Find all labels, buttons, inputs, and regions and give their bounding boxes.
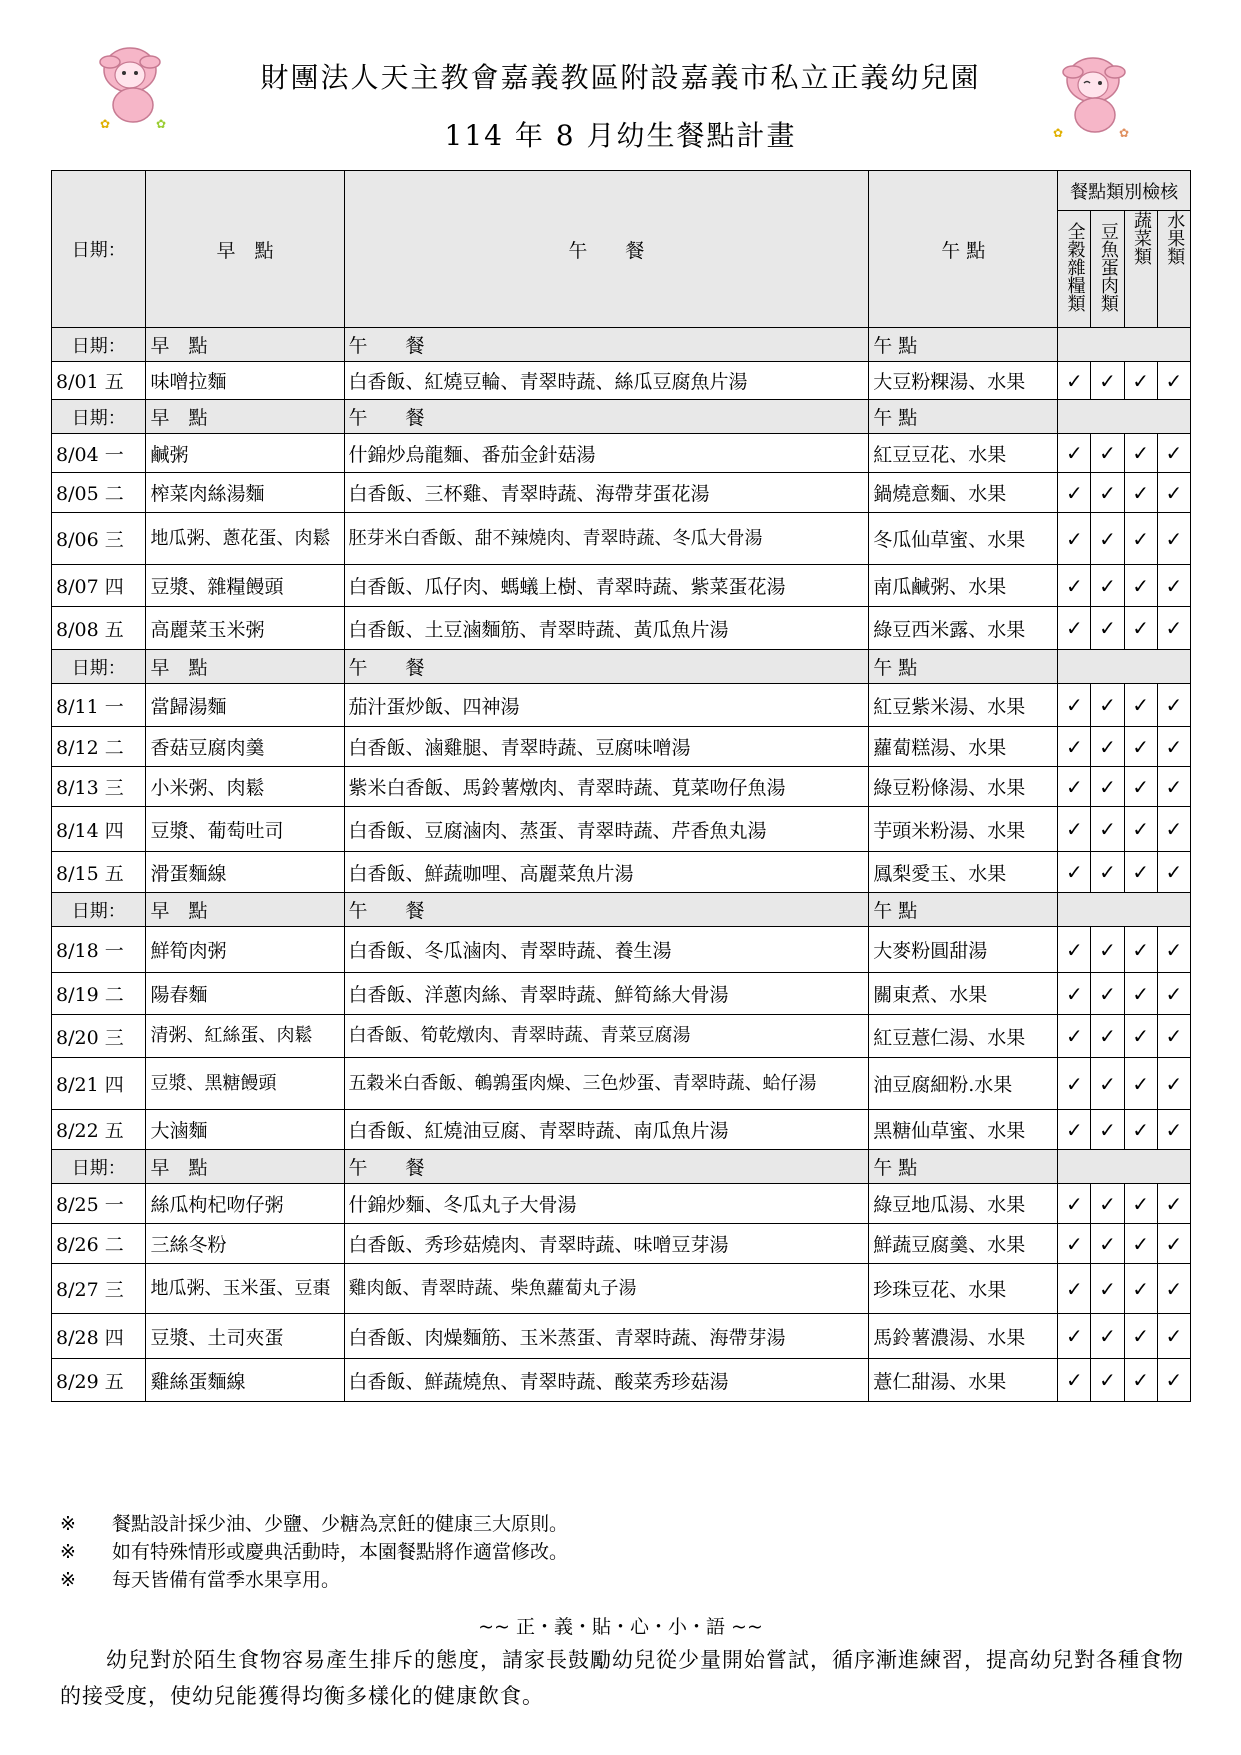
day-lunch: 白香飯、三杯雞、青翠時蔬、海帶芽蛋花湯	[344, 473, 869, 513]
day-lunch: 白香飯、鮮蔬咖哩、高麗菜魚片湯	[344, 852, 869, 893]
day-lunch: 白香飯、洋蔥肉絲、青翠時蔬、鮮筍絲大骨湯	[344, 973, 869, 1015]
day-breakfast: 地瓜粥、玉米蛋、豆棗	[146, 1264, 344, 1314]
check-mark-icon: ✓	[1157, 1224, 1190, 1264]
day-date: 8/20 三	[52, 1015, 146, 1058]
day-date: 8/15 五	[52, 852, 146, 893]
svg-text:✿: ✿	[100, 117, 111, 130]
check-mark-icon: ✓	[1058, 1314, 1091, 1359]
week-header-date: 日期：	[52, 400, 146, 434]
check-mark-icon: ✓	[1091, 927, 1124, 973]
meal-plan-table	[51, 170, 1191, 1402]
day-snack: 綠豆地瓜湯、水果	[869, 1184, 1058, 1224]
day-lunch: 白香飯、瓜仔肉、螞蟻上樹、青翠時蔬、紫菜蛋花湯	[344, 565, 869, 607]
check-mark-icon: ✓	[1157, 1314, 1190, 1359]
week-header-row	[52, 1150, 1191, 1184]
check-mark-icon: ✓	[1157, 1359, 1190, 1402]
check-mark-icon: ✓	[1058, 565, 1091, 607]
week-header-lunch: 午 餐	[344, 893, 869, 927]
table-row	[52, 565, 1191, 607]
day-date: 8/29 五	[52, 1359, 146, 1402]
day-snack: 綠豆西米露、水果	[869, 607, 1058, 650]
check-mark-icon: ✓	[1157, 727, 1190, 767]
check-mark-icon: ✓	[1091, 513, 1124, 565]
day-snack: 珍珠豆花、水果	[869, 1264, 1058, 1314]
week-header-lunch: 午 餐	[344, 1150, 869, 1184]
week-header-lunch: 午 餐	[344, 328, 869, 362]
day-date: 8/25 一	[52, 1184, 146, 1224]
table-row	[52, 807, 1191, 852]
week-header-snack: 午 點	[869, 400, 1058, 434]
check-mark-icon: ✓	[1058, 807, 1091, 852]
check-mark-icon: ✓	[1091, 565, 1124, 607]
day-lunch: 白香飯、滷雞腿、青翠時蔬、豆腐味噌湯	[344, 727, 869, 767]
category-fruit: 水果類	[1157, 211, 1190, 328]
day-date: 8/01 五	[52, 362, 146, 400]
check-mark-icon: ✓	[1124, 1314, 1157, 1359]
table-row	[52, 1184, 1191, 1224]
table-row	[52, 1314, 1191, 1359]
week-header-breakfast: 早 點	[146, 1150, 344, 1184]
week-header-date: 日期：	[52, 893, 146, 927]
school-name-title: 財團法人天主教會嘉義教區附設嘉義市私立正義幼兒園	[260, 61, 981, 94]
svg-text:✿: ✿	[1053, 126, 1064, 140]
check-mark-icon: ✓	[1157, 1264, 1190, 1314]
table-row	[52, 684, 1191, 727]
check-mark-icon: ✓	[1124, 727, 1157, 767]
check-mark-icon: ✓	[1157, 927, 1190, 973]
day-breakfast: 滑蛋麵線	[146, 852, 344, 893]
check-mark-icon: ✓	[1058, 767, 1091, 807]
day-breakfast: 味噌拉麵	[146, 362, 344, 400]
header-lunch: 午 餐	[344, 171, 869, 328]
week-header-check-blank	[1058, 328, 1191, 362]
day-date: 8/12 二	[52, 727, 146, 767]
week-header-breakfast: 早 點	[146, 893, 344, 927]
check-mark-icon: ✓	[1091, 1184, 1124, 1224]
week-header-lunch: 午 餐	[344, 650, 869, 684]
table-row	[52, 1264, 1191, 1314]
day-snack: 綠豆粉條湯、水果	[869, 767, 1058, 807]
day-breakfast: 鮮筍肉粥	[146, 927, 344, 973]
check-mark-icon: ✓	[1124, 927, 1157, 973]
header-snack: 午 點	[869, 171, 1058, 328]
check-mark-icon: ✓	[1058, 513, 1091, 565]
tips-title: ~~ 正・義・貼・心・小・語 ~~	[478, 1616, 763, 1638]
table-row	[52, 362, 1191, 400]
note-item: 如有特殊情形或慶典活動時，本園餐點將作適當修改。	[112, 1541, 569, 1563]
day-snack: 芋頭米粉湯、水果	[869, 807, 1058, 852]
check-mark-icon: ✓	[1091, 473, 1124, 513]
day-breakfast: 雞絲蛋麵線	[146, 1359, 344, 1402]
header-date: 日期：	[52, 171, 146, 328]
note-item: 每天皆備有當季水果享用。	[112, 1569, 341, 1591]
check-mark-icon: ✓	[1124, 807, 1157, 852]
check-mark-icon: ✓	[1157, 565, 1190, 607]
check-mark-icon: ✓	[1157, 1058, 1190, 1110]
table-row	[52, 1110, 1191, 1150]
table-row	[52, 1058, 1191, 1110]
header-breakfast: 早 點	[146, 171, 344, 328]
day-date: 8/22 五	[52, 1110, 146, 1150]
week-header-date: 日期：	[52, 650, 146, 684]
check-mark-icon: ✓	[1058, 473, 1091, 513]
table-row	[52, 434, 1191, 473]
check-mark-icon: ✓	[1091, 1359, 1124, 1402]
week-header-breakfast: 早 點	[146, 650, 344, 684]
day-snack: 蘿蔔糕湯、水果	[869, 727, 1058, 767]
day-snack: 黑糖仙草蜜、水果	[869, 1110, 1058, 1150]
week-header-row	[52, 650, 1191, 684]
check-mark-icon: ✓	[1124, 1015, 1157, 1058]
day-date: 8/21 四	[52, 1058, 146, 1110]
week-header-date: 日期：	[52, 1150, 146, 1184]
check-mark-icon: ✓	[1157, 513, 1190, 565]
day-snack: 鍋燒意麵、水果	[869, 473, 1058, 513]
check-mark-icon: ✓	[1091, 362, 1124, 400]
day-date: 8/14 四	[52, 807, 146, 852]
svg-text:✿: ✿	[156, 117, 167, 130]
check-mark-icon: ✓	[1058, 973, 1091, 1015]
note-mark: ※	[60, 1569, 76, 1591]
check-mark-icon: ✓	[1091, 973, 1124, 1015]
day-snack: 紅豆紫米湯、水果	[869, 684, 1058, 727]
week-header-snack: 午 點	[869, 1150, 1058, 1184]
check-mark-icon: ✓	[1124, 1359, 1157, 1402]
check-mark-icon: ✓	[1091, 1110, 1124, 1150]
note-mark: ※	[60, 1541, 76, 1563]
check-mark-icon: ✓	[1157, 362, 1190, 400]
day-lunch: 白香飯、筍乾燉肉、青翠時蔬、青菜豆腐湯	[344, 1015, 869, 1058]
notes-section	[60, 1510, 568, 1594]
check-mark-icon: ✓	[1091, 434, 1124, 473]
table-row	[52, 973, 1191, 1015]
check-mark-icon: ✓	[1091, 727, 1124, 767]
tips-text: 幼兒對於陌生食物容易產生排斥的態度，請家長鼓勵幼兒從少量開始嘗試，循序漸進練習，提高幼兒對各種食物的接受度，使幼兒能獲得均衡多樣化的健康飲食。	[60, 1648, 1184, 1708]
week-header-row	[52, 893, 1191, 927]
day-breakfast: 高麗菜玉米粥	[146, 607, 344, 650]
check-mark-icon: ✓	[1058, 362, 1091, 400]
week-header-snack: 午 點	[869, 893, 1058, 927]
note-item: 餐點設計採少油、少鹽、少糖為烹飪的健康三大原則。	[112, 1513, 569, 1535]
day-snack: 大豆粉粿湯、水果	[869, 362, 1058, 400]
day-breakfast: 香菇豆腐肉羹	[146, 727, 344, 767]
day-date: 8/13 三	[52, 767, 146, 807]
check-mark-icon: ✓	[1157, 434, 1190, 473]
day-lunch: 白香飯、肉燥麵筋、玉米蒸蛋、青翠時蔬、海帶芽湯	[344, 1314, 869, 1359]
day-lunch: 白香飯、紅燒油豆腐、青翠時蔬、南瓜魚片湯	[344, 1110, 869, 1150]
day-date: 8/04 一	[52, 434, 146, 473]
check-mark-icon: ✓	[1124, 1058, 1157, 1110]
table-row	[52, 1359, 1191, 1402]
day-breakfast: 當歸湯麵	[146, 684, 344, 727]
day-breakfast: 地瓜粥、蔥花蛋、肉鬆	[146, 513, 344, 565]
day-snack: 南瓜鹹粥、水果	[869, 565, 1058, 607]
check-mark-icon: ✓	[1058, 852, 1091, 893]
day-date: 8/19 二	[52, 973, 146, 1015]
check-mark-icon: ✓	[1157, 807, 1190, 852]
week-header-breakfast: 早 點	[146, 400, 344, 434]
check-mark-icon: ✓	[1157, 1184, 1190, 1224]
day-lunch: 白香飯、鮮蔬燒魚、青翠時蔬、酸菜秀珍菇湯	[344, 1359, 869, 1402]
day-date: 8/11 一	[52, 684, 146, 727]
day-date: 8/08 五	[52, 607, 146, 650]
check-mark-icon: ✓	[1058, 1058, 1091, 1110]
table-row	[52, 927, 1191, 973]
table-row	[52, 1015, 1191, 1058]
week-header-snack: 午 點	[869, 650, 1058, 684]
day-breakfast: 榨菜肉絲湯麵	[146, 473, 344, 513]
check-mark-icon: ✓	[1124, 684, 1157, 727]
week-header-row	[52, 328, 1191, 362]
check-mark-icon: ✓	[1124, 1110, 1157, 1150]
week-header-check-blank	[1058, 400, 1191, 434]
check-mark-icon: ✓	[1091, 1224, 1124, 1264]
check-mark-icon: ✓	[1058, 1224, 1091, 1264]
check-mark-icon: ✓	[1058, 1359, 1091, 1402]
table-row	[52, 607, 1191, 650]
day-date: 8/07 四	[52, 565, 146, 607]
check-mark-icon: ✓	[1091, 767, 1124, 807]
table-row	[52, 852, 1191, 893]
check-mark-icon: ✓	[1058, 1184, 1091, 1224]
category-vegetables: 蔬菜類	[1124, 211, 1157, 328]
day-breakfast: 豆漿、葡萄吐司	[146, 807, 344, 852]
check-mark-icon: ✓	[1124, 362, 1157, 400]
day-snack: 紅豆豆花、水果	[869, 434, 1058, 473]
day-lunch: 白香飯、紅燒豆輪、青翠時蔬、絲瓜豆腐魚片湯	[344, 362, 869, 400]
day-snack: 油豆腐細粉.水果	[869, 1058, 1058, 1110]
day-lunch: 五穀米白香飯、鵪鶉蛋肉燥、三色炒蛋、青翠時蔬、蛤仔湯	[344, 1058, 869, 1110]
week-header-date: 日期：	[52, 328, 146, 362]
day-snack: 關東煮、水果	[869, 973, 1058, 1015]
check-mark-icon: ✓	[1157, 607, 1190, 650]
day-snack: 馬鈴薯濃湯、水果	[869, 1314, 1058, 1359]
check-mark-icon: ✓	[1091, 684, 1124, 727]
check-mark-icon: ✓	[1157, 684, 1190, 727]
check-mark-icon: ✓	[1091, 807, 1124, 852]
check-mark-icon: ✓	[1058, 1110, 1091, 1150]
check-mark-icon: ✓	[1058, 434, 1091, 473]
day-date: 8/05 二	[52, 473, 146, 513]
check-mark-icon: ✓	[1124, 1264, 1157, 1314]
check-mark-icon: ✓	[1091, 607, 1124, 650]
day-breakfast: 鹹粥	[146, 434, 344, 473]
svg-text:✿: ✿	[1119, 126, 1130, 140]
day-lunch: 什錦炒烏龍麵、番茄金針菇湯	[344, 434, 869, 473]
day-breakfast: 小米粥、肉鬆	[146, 767, 344, 807]
check-mark-icon: ✓	[1058, 684, 1091, 727]
check-mark-icon: ✓	[1124, 473, 1157, 513]
check-mark-icon: ✓	[1124, 767, 1157, 807]
category-protein: 豆魚蛋肉類	[1091, 211, 1124, 328]
day-lunch: 白香飯、土豆滷麵筋、青翠時蔬、黃瓜魚片湯	[344, 607, 869, 650]
check-mark-icon: ✓	[1058, 727, 1091, 767]
week-header-row	[52, 400, 1191, 434]
day-date: 8/27 三	[52, 1264, 146, 1314]
table-row	[52, 513, 1191, 565]
day-date: 8/18 一	[52, 927, 146, 973]
day-snack: 冬瓜仙草蜜、水果	[869, 513, 1058, 565]
check-mark-icon: ✓	[1091, 1058, 1124, 1110]
check-mark-icon: ✓	[1157, 473, 1190, 513]
category-grains: 全穀雜糧類	[1058, 211, 1091, 328]
day-snack: 鳳梨愛玉、水果	[869, 852, 1058, 893]
check-mark-icon: ✓	[1124, 513, 1157, 565]
check-mark-icon: ✓	[1157, 1110, 1190, 1150]
check-mark-icon: ✓	[1124, 1184, 1157, 1224]
day-lunch: 白香飯、冬瓜滷肉、青翠時蔬、養生湯	[344, 927, 869, 973]
week-header-snack: 午 點	[869, 328, 1058, 362]
day-breakfast: 大滷麵	[146, 1110, 344, 1150]
check-mark-icon: ✓	[1124, 1224, 1157, 1264]
check-mark-icon: ✓	[1091, 1264, 1124, 1314]
day-snack: 薏仁甜湯、水果	[869, 1359, 1058, 1402]
check-mark-icon: ✓	[1091, 852, 1124, 893]
check-mark-icon: ✓	[1124, 565, 1157, 607]
table-row	[52, 1224, 1191, 1264]
check-mark-icon: ✓	[1124, 434, 1157, 473]
day-snack: 紅豆薏仁湯、水果	[869, 1015, 1058, 1058]
week-header-check-blank	[1058, 1150, 1191, 1184]
day-lunch: 白香飯、豆腐滷肉、蒸蛋、青翠時蔬、芹香魚丸湯	[344, 807, 869, 852]
day-date: 8/06 三	[52, 513, 146, 565]
check-mark-icon: ✓	[1058, 1264, 1091, 1314]
day-snack: 大麥粉圓甜湯	[869, 927, 1058, 973]
day-lunch: 什錦炒麵、冬瓜丸子大骨湯	[344, 1184, 869, 1224]
menu-plan-title: 114 年 8 月幼生餐點計畫	[444, 119, 797, 152]
table-header-row	[52, 171, 1191, 211]
check-mark-icon: ✓	[1058, 1015, 1091, 1058]
table-row	[52, 473, 1191, 513]
check-mark-icon: ✓	[1157, 852, 1190, 893]
day-lunch: 胚芽米白香飯、甜不辣燒肉、青翠時蔬、冬瓜大骨湯	[344, 513, 869, 565]
day-lunch: 白香飯、秀珍菇燒肉、青翠時蔬、味噌豆芽湯	[344, 1224, 869, 1264]
day-snack: 鮮蔬豆腐羹、水果	[869, 1224, 1058, 1264]
check-mark-icon: ✓	[1058, 927, 1091, 973]
table-row	[52, 727, 1191, 767]
check-mark-icon: ✓	[1124, 852, 1157, 893]
check-mark-icon: ✓	[1157, 1015, 1190, 1058]
day-breakfast: 豆漿、雜糧饅頭	[146, 565, 344, 607]
day-breakfast: 豆漿、黑糖饅頭	[146, 1058, 344, 1110]
table-row	[52, 767, 1191, 807]
note-mark: ※	[60, 1513, 76, 1535]
day-lunch: 雞肉飯、青翠時蔬、柴魚蘿蔔丸子湯	[344, 1264, 869, 1314]
day-date: 8/28 四	[52, 1314, 146, 1359]
week-header-lunch: 午 餐	[344, 400, 869, 434]
check-mark-icon: ✓	[1124, 973, 1157, 1015]
week-header-check-blank	[1058, 893, 1191, 927]
week-header-check-blank	[1058, 650, 1191, 684]
day-lunch: 茄汁蛋炒飯、四神湯	[344, 684, 869, 727]
day-lunch: 紫米白香飯、馬鈴薯燉肉、青翠時蔬、莧菜吻仔魚湯	[344, 767, 869, 807]
check-mark-icon: ✓	[1091, 1314, 1124, 1359]
header-category-check: 餐點類別檢核	[1058, 171, 1191, 211]
day-breakfast: 三絲冬粉	[146, 1224, 344, 1264]
check-mark-icon: ✓	[1157, 767, 1190, 807]
day-breakfast: 豆漿、土司夾蛋	[146, 1314, 344, 1359]
day-date: 8/26 二	[52, 1224, 146, 1264]
day-breakfast: 絲瓜枸杞吻仔粥	[146, 1184, 344, 1224]
check-mark-icon: ✓	[1091, 1015, 1124, 1058]
day-breakfast: 清粥、紅絲蛋、肉鬆	[146, 1015, 344, 1058]
check-mark-icon: ✓	[1058, 607, 1091, 650]
week-header-breakfast: 早 點	[146, 328, 344, 362]
check-mark-icon: ✓	[1124, 607, 1157, 650]
check-mark-icon: ✓	[1157, 973, 1190, 1015]
day-breakfast: 陽春麵	[146, 973, 344, 1015]
